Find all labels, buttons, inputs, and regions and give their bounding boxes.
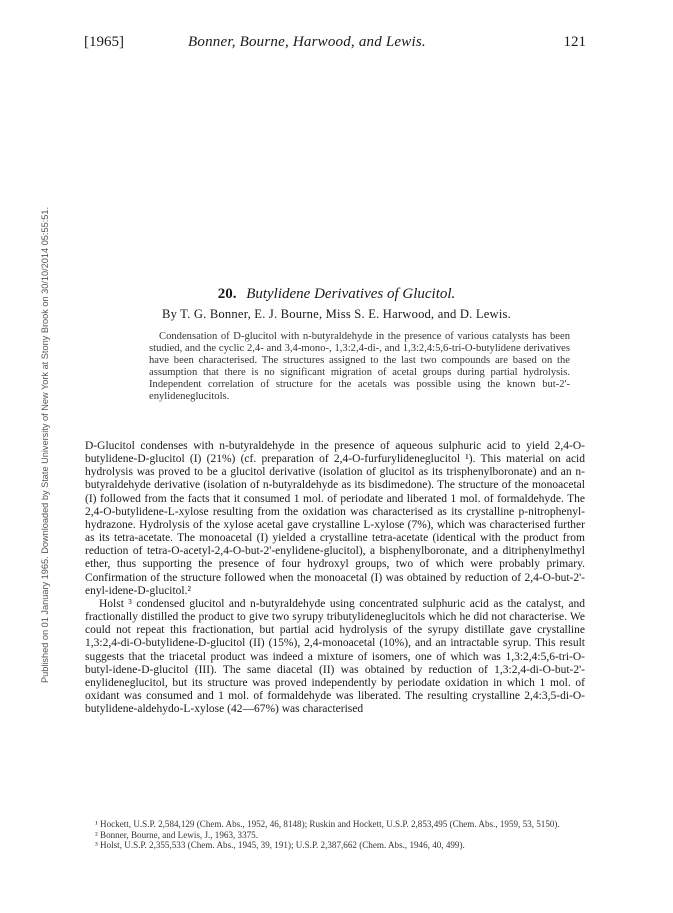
- abstract: [149, 331, 570, 403]
- running-header: [84, 34, 586, 54]
- header-year: [1965]: [84, 34, 124, 50]
- article-title-text: Butylidene Derivatives of Glucitol.: [246, 286, 456, 302]
- footnotes: [85, 819, 585, 851]
- download-watermark: Published on 01 January 1965. Downloaded by State University of New York at Stony Brook on 30/10/2014 05:55:51.: [40, 206, 50, 684]
- article-body: [85, 440, 585, 716]
- footnote-1: ¹ Hockett, U.S.P. 2,584,129 (Chem. Abs., 1952, 46, 8148); Ruskin and Hockett, U.S.P. 2,853,495 (Chem. Abs., 1959, 53, 5150).: [95, 819, 560, 829]
- article-title: [0, 286, 673, 303]
- page-number: 121: [563, 34, 586, 50]
- article-number: 20.: [217, 286, 237, 302]
- body-paragraph-2: Holst ³ condensed glucitol and n-butyraldehyde using concentrated sulphuric acid as the catalyst, and fractionally distilled the product to give two syrupy tributylideneglucitols which he did not characterise. We could not repeat this fractionation, but partial acid hydrolysis of the syrupy distillate gave crystalline 1,3:2,4-di-O-butylidene-D-glucitol (II) (15%), 2,4-monoacetal (10%), and an intractable syrup. This result suggests that the triacetal product was indeed a mixture of isomers, one of which was 1,3:2,4:5,6-tri-O-butyl-idene-D-glucitol (III). The same diacetal (II) was obtained by reduction of 1,3:2,4-di-O-but-2'-enylideneglucitol, but its structure was proved independently by periodate oxidation in which 1 mol. of oxidant was consumed and 1 mol. of formaldehyde was liberated. The resulting crystalline 2,4:3,5-di-O-butylidene-aldehydo-L-xylose (42—67%) was characterised: [85, 597, 585, 716]
- footnote-2: ² Bonner, Bourne, and Lewis, J., 1963, 3375.: [95, 829, 258, 840]
- footnote-3: ³ Holst, U.S.P. 2,355,533 (Chem. Abs., 1945, 39, 191); U.S.P. 2,387,662 (Chem. Abs., 1946, 40, 499).: [95, 840, 465, 851]
- header-authors: Bonner, Bourne, Harwood, and Lewis.: [188, 34, 426, 50]
- body-paragraph-1: D-Glucitol condenses with n-butyraldehyde in the presence of aqueous sulphuric acid to yield 2,4-O-butylidene-D-glucitol (I) (21%) (cf. preparation of 2,4-O-furfurylideneglucitol ¹). This material on acid hydrolysis was proved to be a glucitol derivative (isolation of glucitol as its trisphenylboronate) and an n-butyraldehyde derivative (isolation of n-butyraldehyde as its bisdimedone). The structure of the monoacetal (I) followed from the facts that it consumed 1 mol. of periodate and liberated 1 mol. of formaldehyde. The 2,4-O-butylidene-L-xylose resulting from the oxidation was characterised as its crystalline p-nitrophenyl-hydrazone. Hydrolysis of the xylose acetal gave crystalline L-xylose (7%), which was characterised further as its tetra-acetate. The monoacetal (I) yielded a crystalline tetra-acetate (identical with the product from reduction of tetra-O-acetyl-2,4-O-but-2'-enylidene-glucitol), a bisphenylboronate, and a ditriphenylmethyl ether, thus supporting the presence of four hydroxyl groups, two of which were probably primary. Confirmation of the structure followed when the monoacetal (I) was obtained by reduction of 2,4-O-but-2'-enyl-idene-D-glucitol.²: [85, 440, 585, 597]
- author-byline: By T. G. Bonner, E. J. Bourne, Miss S. E. Harwood, and D. Lewis.: [161, 307, 512, 321]
- abstract-text: Condensation of D-glucitol with n-butyraldehyde in the presence of various catalysts has been studied, and the cyclic 2,4- and 3,4-mono-, 1,3:2,4-di-, and 1,3:2,4:5,6-tri-O-butylidene derivatives have been characterised. The structures assigned to the last two compounds are based on the assumption that there is no significant migration of acetal groups during partial hydrolysis. Independent correlation of structure for the acetals was possible using the known but-2'-enylideneglucitols.: [149, 331, 570, 403]
